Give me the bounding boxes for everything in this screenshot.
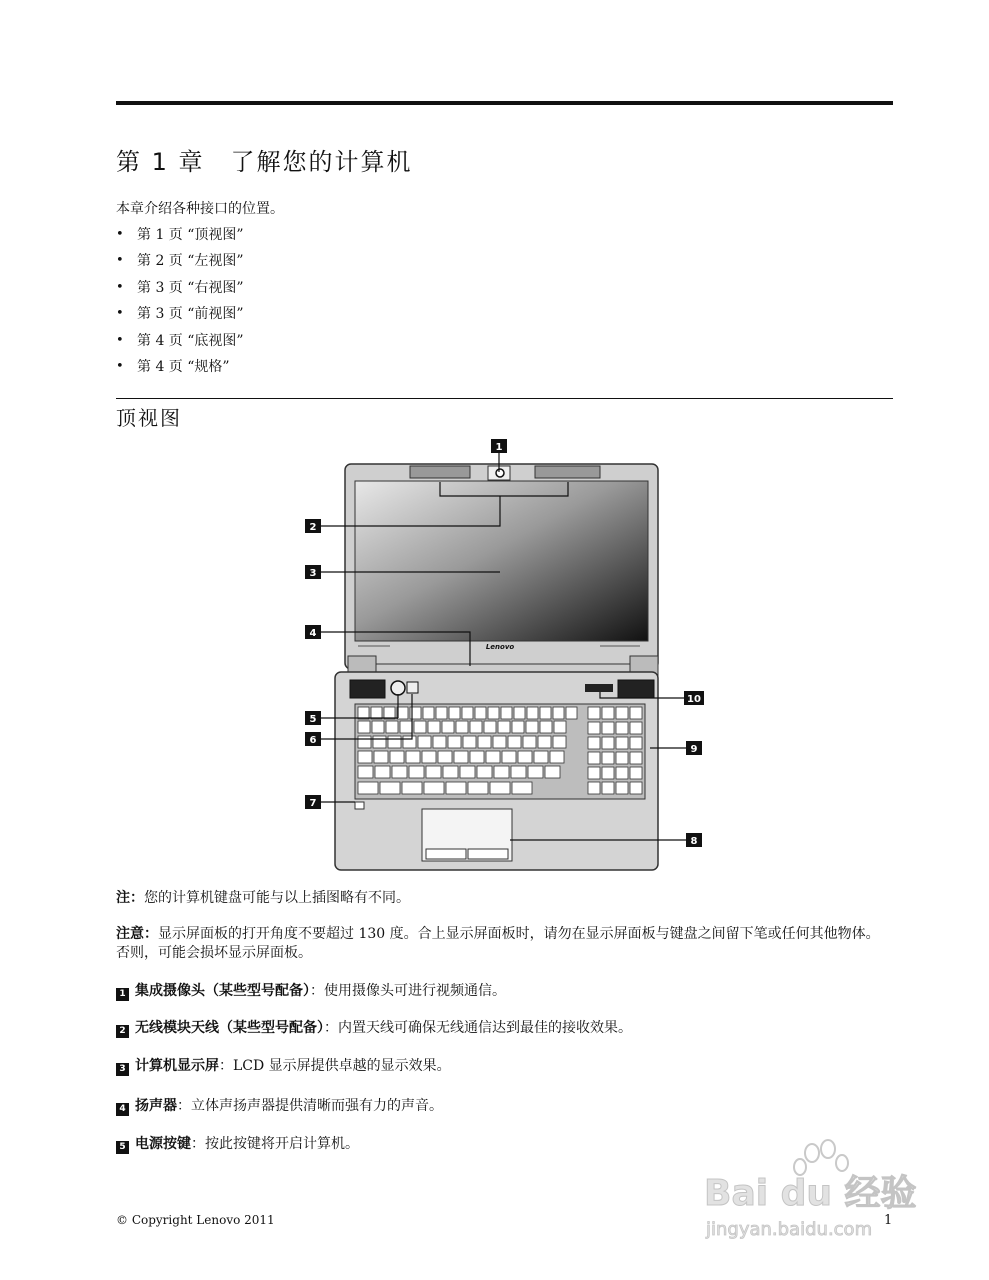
numpad-key [602, 782, 614, 794]
feature-desc: ：使用摄像头可进行视频通信。 [310, 983, 506, 999]
keyboard-key [373, 736, 386, 748]
numpad-key [616, 767, 628, 779]
keyboard-key [380, 782, 400, 794]
bullet-icon: • [116, 227, 124, 242]
keyboard-key [454, 751, 468, 763]
keyboard-key [406, 751, 420, 763]
feature-desc: ：立体声扬声器提供清晰而强有力的声音。 [177, 1098, 443, 1114]
keyboard-key [550, 751, 564, 763]
keyboard-key [553, 736, 566, 748]
keyboard-key [526, 721, 538, 733]
keyboard-key [493, 736, 506, 748]
numpad-key [588, 767, 600, 779]
top-rule [116, 101, 893, 105]
keyboard-key [358, 707, 369, 719]
laptop-screen [355, 481, 648, 641]
keyboard-key [446, 782, 466, 794]
keyboard-key [463, 736, 476, 748]
toc-item[interactable] [116, 331, 244, 357]
numpad-key [630, 752, 642, 764]
callout-1-label: 1 [495, 442, 503, 453]
callout-7-label: 7 [309, 798, 317, 809]
callout-8-label: 8 [690, 836, 698, 847]
baidu-watermark [700, 1135, 940, 1245]
keyboard-key [422, 751, 436, 763]
callout-6-label: 6 [309, 735, 317, 746]
keyboard-key [374, 751, 388, 763]
feature-desc: ：按此按键将开启计算机。 [191, 1136, 359, 1152]
keyboard-key [402, 782, 422, 794]
feature-number-badge: 3 [116, 1063, 129, 1076]
feature-number-badge: 4 [116, 1103, 129, 1116]
page-number: 1 [884, 1213, 893, 1228]
toc-item[interactable] [116, 304, 244, 330]
keyboard-key [449, 707, 460, 719]
touchpad-left-button [426, 849, 466, 859]
toc-link[interactable]: 第 1 页 “顶视图” [137, 227, 244, 243]
toc-link[interactable]: 第 3 页 “右视图” [137, 279, 244, 296]
chapter-title: 第 1 章 了解您的计算机 [116, 148, 413, 176]
numpad-key [630, 722, 642, 734]
keyboard-key [426, 766, 441, 778]
toc-item[interactable] [116, 357, 244, 383]
keyboard-key [358, 751, 372, 763]
keyboard-key [388, 736, 401, 748]
keyboard-key [442, 721, 454, 733]
feature-term: 计算机显示屏 [135, 1058, 219, 1074]
keyboard-key [514, 707, 525, 719]
feature-number-badge: 5 [116, 1141, 129, 1154]
keyboard-key [498, 721, 510, 733]
keyboard-key [475, 707, 486, 719]
copyright-footer: © Copyright Lenovo 2011 [116, 1213, 275, 1227]
keyboard-key [540, 721, 552, 733]
keyboard-key [358, 736, 371, 748]
keyboard-key [433, 736, 446, 748]
feature-item [116, 1057, 893, 1076]
watermark-brand: Bai du 经验 [704, 1173, 917, 1214]
keyboard-key [534, 751, 548, 763]
indicator-light [355, 802, 364, 809]
numpad-key [616, 707, 628, 719]
bullet-icon: • [116, 358, 124, 374]
toc-item[interactable] [116, 278, 244, 304]
power-button-icon [391, 681, 405, 695]
callout-3-label: 3 [309, 568, 317, 579]
keyboard-key [488, 707, 499, 719]
keyboard-key [456, 721, 468, 733]
toc-link[interactable]: 第 4 页 “规格” [137, 358, 230, 375]
antenna-right [535, 466, 600, 478]
keyboard-key [375, 766, 390, 778]
numpad-key [630, 767, 642, 779]
feature-number-badge: 2 [116, 1025, 129, 1038]
onekey-button [407, 682, 418, 693]
caution-label: 注意： [116, 926, 158, 942]
keyboard-key [460, 766, 475, 778]
numpad-key [616, 782, 628, 794]
keyboard-key [527, 707, 538, 719]
status-strip [585, 684, 613, 692]
keyboard-key [523, 736, 536, 748]
callout-10-label: 10 [687, 694, 701, 705]
section-rule [116, 398, 893, 399]
keyboard-key [538, 736, 551, 748]
keyboard-key [554, 721, 566, 733]
keyboard-key [392, 766, 407, 778]
feature-desc: ：内置天线可确保无线通信达到最佳的接收效果。 [324, 1020, 632, 1036]
keyboard-key [545, 766, 560, 778]
numpad-key [588, 707, 600, 719]
keyboard-key [528, 766, 543, 778]
keyboard-key [386, 721, 398, 733]
keyboard-key [470, 751, 484, 763]
toc-link[interactable]: 第 3 页 “前视图” [137, 306, 244, 323]
feature-item [116, 982, 893, 1001]
keyboard-key [358, 766, 373, 778]
callout-4-label: 4 [309, 628, 317, 639]
keyboard-key [486, 751, 500, 763]
keyboard-key [418, 736, 431, 748]
antenna-left [410, 466, 470, 478]
feature-term: 集成摄像头（某些型号配备） [135, 983, 310, 999]
keyboard-key [462, 707, 473, 719]
bullet-icon: • [116, 306, 124, 322]
keyboard-key [443, 766, 458, 778]
watermark-url: jingyan.baidu.com [706, 1219, 873, 1240]
caution-paragraph [116, 925, 893, 963]
keyboard-key [470, 721, 482, 733]
intro-text: 本章介绍各种接口的位置。 [116, 201, 284, 217]
keyboard-key [384, 707, 395, 719]
feature-item [116, 1097, 893, 1116]
keyboard-key [518, 751, 532, 763]
keyboard-key [428, 721, 440, 733]
keyboard-key [502, 751, 516, 763]
numpad-key [588, 722, 600, 734]
keyboard-key [477, 766, 492, 778]
note-text: 您的计算机键盘可能与以上插图略有不同。 [144, 890, 410, 906]
keyboard-key [358, 721, 370, 733]
bullet-icon: • [116, 332, 124, 348]
keyboard-key [397, 707, 408, 719]
keyboard-key [448, 736, 461, 748]
lenovo-logo: Lenovo [485, 643, 515, 651]
toc-link[interactable]: 第 4 页 “底视图” [137, 332, 244, 349]
numpad-key [602, 767, 614, 779]
keyboard-key [494, 766, 509, 778]
keyboard-key [438, 751, 452, 763]
note-paragraph [116, 889, 893, 908]
laptop-top-view-figure [300, 436, 710, 876]
feature-number-badge: 1 [116, 988, 129, 1001]
keyboard-key [409, 766, 424, 778]
keyboard-key [436, 707, 447, 719]
numpad-key [616, 737, 628, 749]
numpad-key [630, 782, 642, 794]
keyboard-key [512, 721, 524, 733]
speaker-grille-left [350, 680, 385, 698]
keyboard-key [390, 751, 404, 763]
keyboard-key [512, 782, 532, 794]
numpad-key [630, 737, 642, 749]
toc-list [116, 225, 244, 383]
numpad-key [602, 722, 614, 734]
numpad-key [616, 752, 628, 764]
touchpad-right-button [468, 849, 508, 859]
numpad-key [588, 752, 600, 764]
camera-icon [496, 469, 504, 477]
keyboard-key [508, 736, 521, 748]
feature-term: 扬声器 [135, 1098, 177, 1114]
callout-2-label: 2 [309, 522, 317, 533]
keyboard-key [403, 736, 416, 748]
speaker-grille-right [618, 680, 654, 698]
callout-9-label: 9 [690, 744, 698, 755]
toc-item[interactable] [116, 251, 244, 277]
feature-term: 无线模块天线（某些型号配备） [135, 1020, 324, 1036]
note-label: 注： [116, 890, 144, 906]
numpad-key [588, 782, 600, 794]
toc-item[interactable] [116, 225, 244, 251]
numpad-key [602, 737, 614, 749]
bullet-icon: • [116, 253, 124, 269]
numpad-key [616, 722, 628, 734]
keyboard-key [566, 707, 577, 719]
callout-5-label: 5 [309, 714, 317, 725]
caution-text: 显示屏面板的打开角度不要超过 130 度。合上显示屏面板时，请勿在显示屏面板与键盘之间留下笔或任何其他物体。否则，可能会损坏显示屏面板。 [116, 926, 880, 961]
feature-term: 电源按键 [135, 1136, 191, 1152]
keyboard-key [501, 707, 512, 719]
keyboard-key [358, 782, 378, 794]
keyboard-key [372, 721, 384, 733]
keyboard-key [478, 736, 491, 748]
keyboard-key [414, 721, 426, 733]
keyboard-key [468, 782, 488, 794]
keyboard-key [424, 782, 444, 794]
bullet-icon: • [116, 279, 124, 295]
keyboard-key [371, 707, 382, 719]
keyboard-key [540, 707, 551, 719]
feature-desc: ：LCD 显示屏提供卓越的显示效果。 [219, 1058, 451, 1074]
feature-item [116, 1019, 893, 1038]
numpad-key [588, 737, 600, 749]
keyboard-key [400, 721, 412, 733]
keyboard-key [553, 707, 564, 719]
toc-link[interactable]: 第 2 页 “左视图” [137, 253, 244, 270]
keyboard-key [490, 782, 510, 794]
keyboard-key [423, 707, 434, 719]
keyboard-key [511, 766, 526, 778]
section-title: 顶视图 [116, 406, 182, 430]
numpad-key [630, 707, 642, 719]
keyboard-key [484, 721, 496, 733]
numpad-key [602, 752, 614, 764]
numpad-key [602, 707, 614, 719]
